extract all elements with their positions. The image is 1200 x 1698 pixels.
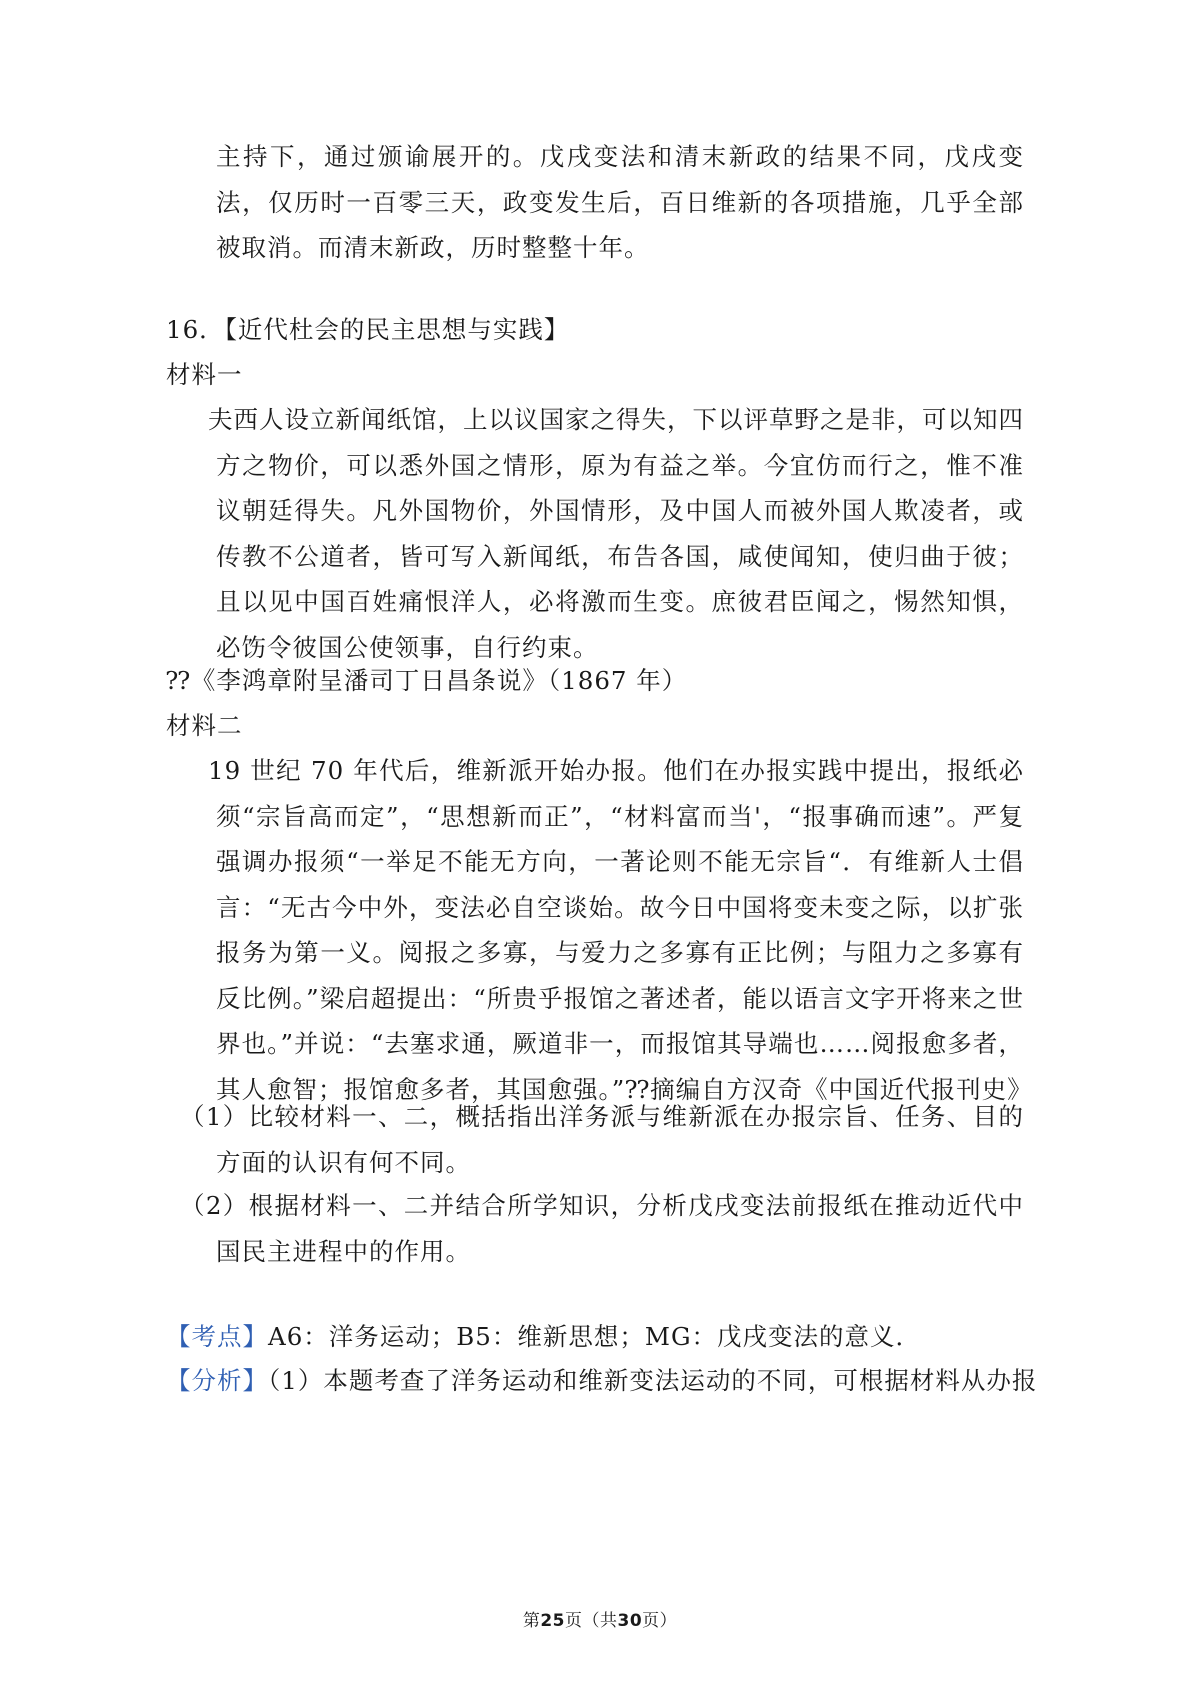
- kaodian-tag: 【考点】: [166, 1322, 268, 1351]
- fenxi-text: （1）本题考查了洋务运动和维新变法运动的不同，可根据材料从办报: [268, 1366, 1038, 1395]
- sub-question-1: （1）比较材料一、二，概括指出洋务派与维新派在办报宗旨、任务、目的方面的认识有何不同。: [180, 1102, 1024, 1177]
- footer-suffix: 页）: [642, 1611, 678, 1631]
- material1-label: 材料一: [166, 360, 243, 389]
- question-number: 16．: [166, 315, 225, 344]
- question-title: 【近代杜会的民主思想与实践】: [224, 315, 570, 344]
- fenxi-tag: 【分析】: [166, 1366, 268, 1395]
- continuation-paragraph: 主持下，通过颁谕展开的。戊戌变法和清末新政的结果不同，戊戌变法，仅历时一百零三天，政变发生后，百日维新的各项措施，几乎全部被取消。而清末新政，历时整整十年。: [216, 142, 1024, 262]
- kaodian-text: A6：洋务运动；B5：维新思想；MG：戊戌变法的意义．: [268, 1322, 922, 1351]
- footer-middle: 页（共: [565, 1611, 618, 1631]
- sub-question-2: （2）根据材料一、二并结合所学知识，分析戊戌变法前报纸在推动近代中国民主进程中的作用。: [180, 1191, 1024, 1266]
- page-footer: [0, 1606, 1200, 1631]
- footer-prefix: 第: [522, 1611, 541, 1631]
- material2-label: 材料二: [166, 711, 243, 740]
- kaodian-line: [166, 1314, 921, 1359]
- material1-text: 夫西人设立新闻纸馆，上以议国家之得失，下以评草野之是非，可以知四方之物价，可以悉外国之情形，原为有益之举。今宜仿而行之，惟不准议朝廷得失。凡外国物价，外国情形，及中国人而被外国人欺凌者，或传教不公道者，皆可写入新闻纸，布告各国，咸使闻知，使归曲于彼；且以见中国百姓痛恨洋人，必将激而生变。庶彼君臣闻之，惕然知惧，必饬令彼国公使领事，自行约束。: [208, 405, 1024, 662]
- footer-page-number: 25: [540, 1611, 565, 1631]
- material2-text: 19 世纪 70 年代后，维新派开始办报。他们在办报实践中提出，报纸必须“宗旨高而定”，“思想新而正”，“材料富而当'，“报事确而速”。严复强调办报须“一举足不能无方向，一著论则不能无宗旨“．有维新人士倡言：“无古今中外，变法必自空谈始。故今日中国将变未变之际，以扩张报务为第一义。阅报之多寡，与爱力之多寡有正比例；与阻力之多寡有反比例。”梁启超提出：“所贵乎报馆之著述者，能以语言文字开将来之世界也。”并说：“去塞求通，厥道非一，而报馆其导端也……阅报愈多者，其人愈智；报馆愈多者，其国愈强。”⁇摘编自方汉奇《中国近代报刊史》: [208, 756, 1033, 1104]
- fenxi-line: [166, 1358, 1037, 1403]
- material1-source: ⁇《李鸿章附呈潘司丁日昌条说》（1867 年）: [166, 666, 688, 695]
- question-heading: [166, 307, 569, 352]
- footer-total-pages: 30: [617, 1611, 643, 1631]
